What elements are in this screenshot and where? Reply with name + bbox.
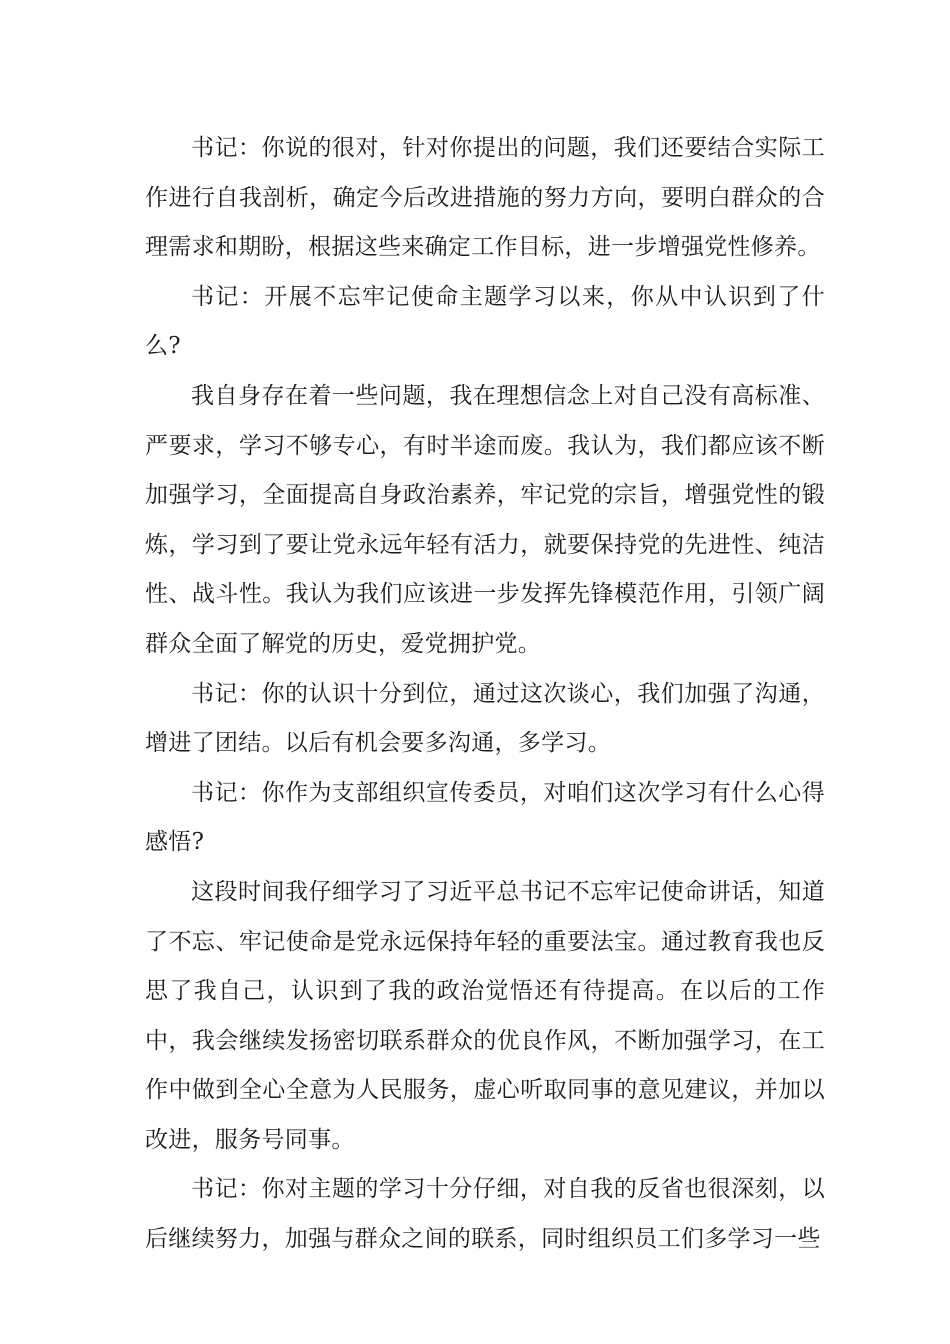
paragraph-response-1: 我自身存在着一些问题，我在理想信念上对自己没有高标准、严要求，学习不够专心，有时半途而废。我认为，我们都应该不断加强学习，全面提高自身政治素养，牢记党的宗旨，增强党性的锻炼，学习到了要让党永远年轻有活力，就要保持党的先进性、纯洁性、战斗性。我认为我们应该进一步发挥先锋模范作用，引领广阔群众全面了解党的历史，爱党拥护党。: [145, 382, 825, 657]
paragraph-secretary-question-2: 书记：你作为支部组织宣传委员，对咱们这次学习有什么心得感悟?: [145, 779, 825, 856]
document-body: [145, 124, 825, 1265]
paragraph-secretary-remark-3: 书记：你对主题的学习十分仔细，对自我的反省也很深刻，以后继续努力，加强与群众之间的联系，同时组织员工们多学习一些: [145, 1176, 825, 1253]
paragraph-response-2: 这段时间我仔细学习了习近平总书记不忘牢记使命讲话，知道了不忘、牢记使命是党永远保持年轻的重要法宝。通过教育我也反思了我自己，认识到了我的政治觉悟还有待提高。在以后的工作中，我会继续发扬密切联系群众的优良作风，不断加强学习，在工作中做到全心全意为人民服务，虚心听取同事的意见建议，并加以改进，服务号同事。: [145, 878, 825, 1153]
paragraph-secretary-remark-2: 书记：你的认识十分到位，通过这次谈心，我们加强了沟通，增进了团结。以后有机会要多沟通，多学习。: [145, 680, 825, 757]
paragraph-secretary-remark-1: 书记：你说的很对，针对你提出的问题，我们还要结合实际工作进行自我剖析，确定今后改进措施的努力方向，要明白群众的合理需求和期盼，根据这些来确定工作目标，进一步增强党性修养。: [145, 135, 825, 261]
paragraph-secretary-question-1: 书记：开展不忘牢记使命主题学习以来，你从中认识到了什么?: [145, 283, 825, 360]
